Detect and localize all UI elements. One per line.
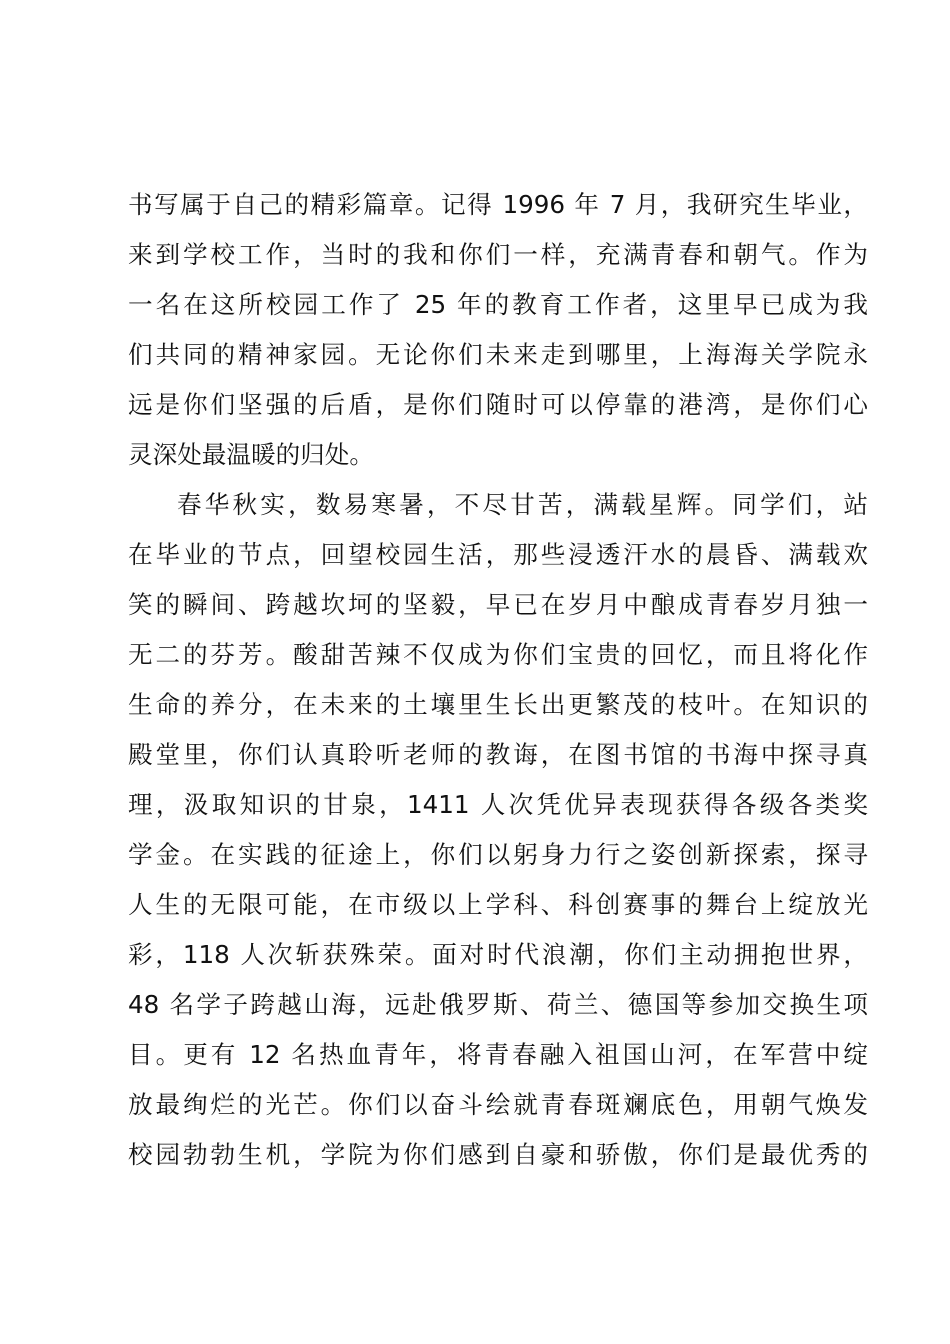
text-line: 书写属于自己的精彩篇章。记得 1996 年 7 月，我研究生毕业， xyxy=(128,190,868,219)
body-text xyxy=(128,180,868,1180)
text-line: 人生的无限可能，在市级以上学科、科创赛事的舞台上绽放光 xyxy=(128,890,868,919)
text-line: 48 名学子跨越山海，远赴俄罗斯、荷兰、德国等参加交换生项 xyxy=(128,990,868,1019)
text-line: 目。更有 12 名热血青年，将青春融入祖国山河，在军营中绽 xyxy=(128,1040,868,1069)
text-line: 在毕业的节点，回望校园生活，那些浸透汗水的晨昏、满载欢 xyxy=(128,540,868,569)
text-line: 校园勃勃生机，学院为你们感到自豪和骄傲，你们是最优秀的 xyxy=(128,1140,868,1169)
text-line: 来到学校工作，当时的我和你们一样，充满青春和朝气。作为 xyxy=(128,240,868,269)
paragraph-1 xyxy=(128,180,868,480)
text-line: 无二的芬芳。酸甜苦辣不仅成为你们宝贵的回忆，而且将化作 xyxy=(128,640,868,669)
text-line: 灵深处最温暖的归处。 xyxy=(128,440,374,469)
text-line: 春华秋实，数易寒暑，不尽甘苦，满载星辉。同学们，站 xyxy=(177,490,868,519)
text-line: 生命的养分，在未来的土壤里生长出更繁茂的枝叶。在知识的 xyxy=(128,690,868,719)
text-line: 一名在这所校园工作了 25 年的教育工作者，这里早已成为我 xyxy=(128,290,868,319)
text-line: 理，汲取知识的甘泉，1411 人次凭优异表现获得各级各类奖 xyxy=(128,790,868,819)
text-line: 学金。在实践的征途上，你们以躬身力行之姿创新探索，探寻 xyxy=(128,840,868,869)
text-line: 笑的瞬间、跨越坎坷的坚毅，早已在岁月中酿成青春岁月独一 xyxy=(128,590,868,619)
text-line: 远是你们坚强的后盾，是你们随时可以停靠的港湾，是你们心 xyxy=(128,390,868,419)
text-line: 们共同的精神家园。无论你们未来走到哪里，上海海关学院永 xyxy=(128,340,868,369)
text-line: 彩，118 人次斩获殊荣。面对时代浪潮，你们主动拥抱世界， xyxy=(128,940,868,969)
text-line: 放最绚烂的光芒。你们以奋斗绘就青春斑斓底色，用朝气焕发 xyxy=(128,1090,868,1119)
text-line: 殿堂里，你们认真聆听老师的教诲，在图书馆的书海中探寻真 xyxy=(128,740,868,769)
paragraph-2 xyxy=(128,480,868,1180)
